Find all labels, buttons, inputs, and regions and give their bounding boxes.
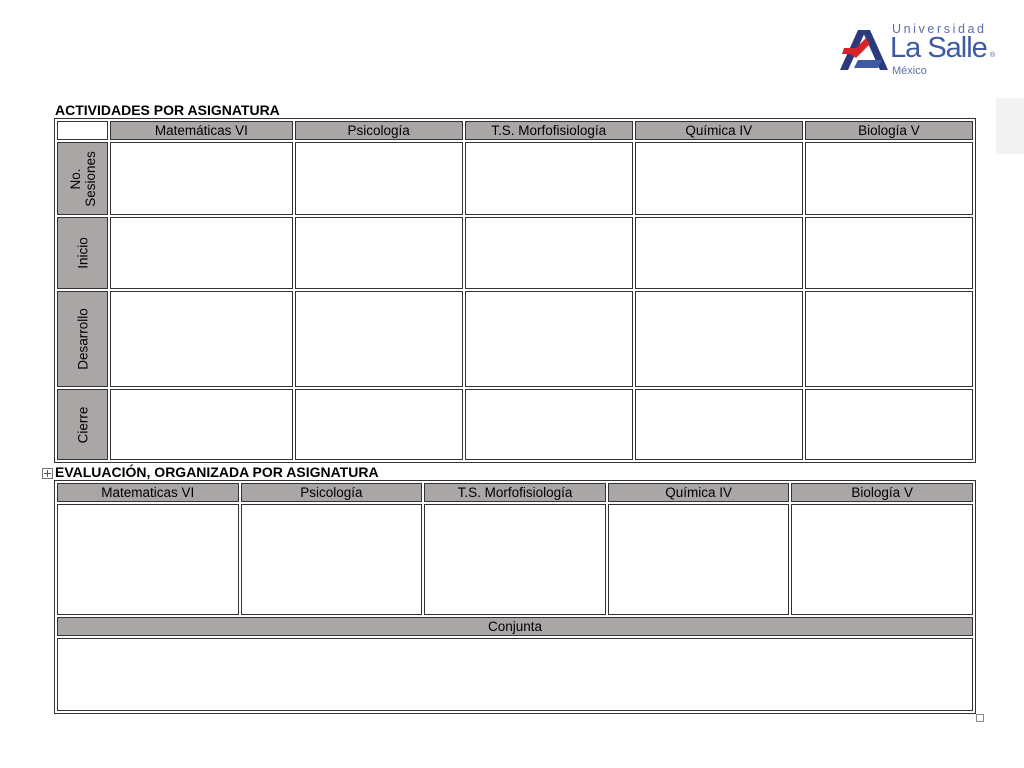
- table-cell[interactable]: [295, 291, 463, 387]
- universidad-la-salle-logo: [836, 22, 1004, 78]
- table-cell[interactable]: [110, 217, 292, 289]
- activities-heading: ACTIVIDADES POR ASIGNATURA: [55, 102, 280, 118]
- table-cell[interactable]: [110, 142, 292, 215]
- table-cell[interactable]: [635, 291, 803, 387]
- table-cell[interactable]: [635, 389, 803, 460]
- logo-mexico-text: México: [892, 65, 927, 77]
- table-row: [57, 389, 973, 460]
- column-header: T.S. Morfofisiología: [465, 121, 633, 140]
- table-cell[interactable]: [465, 389, 633, 460]
- table-row: [57, 504, 973, 615]
- table-cell[interactable]: [465, 217, 633, 289]
- table-cell[interactable]: [635, 142, 803, 215]
- table-cell[interactable]: [465, 291, 633, 387]
- activities-table: [54, 118, 976, 463]
- table-cell[interactable]: [295, 389, 463, 460]
- row-header-label: No.: [67, 167, 83, 190]
- row-header-start: [57, 217, 108, 289]
- logo-registered-mark: ®: [990, 52, 996, 59]
- table-cell[interactable]: [608, 504, 790, 615]
- evaluation-heading: EVALUACIÓN, ORGANIZADA POR ASIGNATURA: [55, 464, 379, 480]
- table-cell[interactable]: [110, 291, 292, 387]
- column-header: Psicología: [241, 483, 423, 502]
- table-row: [57, 291, 973, 387]
- table-row: [57, 638, 973, 711]
- row-header-label: Inicio: [75, 237, 91, 269]
- table-cell[interactable]: [295, 142, 463, 215]
- table-cell[interactable]: [110, 389, 292, 460]
- la-salle-triangle-icon: [836, 24, 892, 74]
- column-header: Biología V: [805, 121, 973, 140]
- column-header: T.S. Morfofisiología: [424, 483, 606, 502]
- table-resize-handle[interactable]: [976, 714, 984, 722]
- table-corner-cell: [57, 121, 108, 140]
- row-header-sessions: [57, 142, 108, 215]
- row-header-closing: [57, 389, 108, 460]
- column-header: Química IV: [635, 121, 803, 140]
- evaluation-table: [54, 480, 976, 714]
- row-header-label: Desarrollo: [75, 308, 91, 370]
- row-header-label: Sesiones: [82, 150, 98, 207]
- logo-la-salle-text: La Salle: [890, 32, 987, 64]
- table-cell[interactable]: [57, 504, 239, 615]
- table-cell[interactable]: [791, 504, 973, 615]
- table-cell[interactable]: [805, 389, 973, 460]
- logo-universidad-text: Universidad: [892, 22, 987, 36]
- column-header: Química IV: [608, 483, 790, 502]
- row-header-label: Cierre: [75, 406, 91, 443]
- table-cell[interactable]: [805, 142, 973, 215]
- page-edge-strip: [996, 98, 1024, 154]
- table-cell[interactable]: [424, 504, 606, 615]
- joint-evaluation-header: Conjunta: [57, 617, 973, 636]
- table-cell[interactable]: [241, 504, 423, 615]
- column-header: Matematicas VI: [57, 483, 239, 502]
- column-header: Matemáticas VI: [110, 121, 292, 140]
- joint-evaluation-cell[interactable]: [57, 638, 973, 711]
- column-header: Psicología: [295, 121, 463, 140]
- table-cell[interactable]: [805, 291, 973, 387]
- table-cell[interactable]: [805, 217, 973, 289]
- table-move-handle-icon[interactable]: [42, 468, 53, 479]
- table-row: [57, 142, 973, 215]
- column-header: Biología V: [791, 483, 973, 502]
- table-cell[interactable]: [465, 142, 633, 215]
- table-row: [57, 217, 973, 289]
- table-cell[interactable]: [635, 217, 803, 289]
- table-cell[interactable]: [295, 217, 463, 289]
- row-header-development: [57, 291, 108, 387]
